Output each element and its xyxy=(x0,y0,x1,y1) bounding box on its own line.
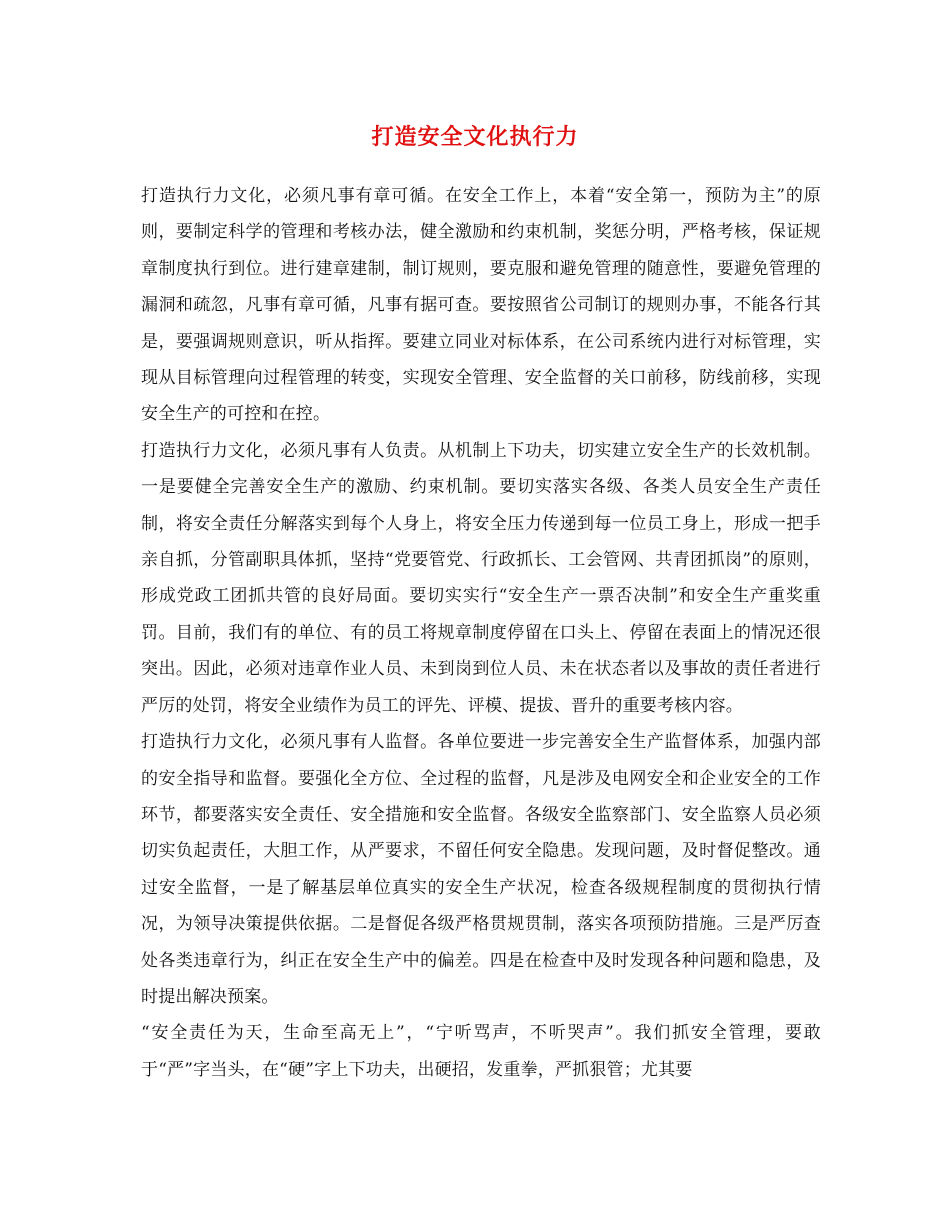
paragraph-4: “安全责任为天，生命至高无上”，“宁听骂声，不听哭声”。我们抓安全管理，要敢于“严”字当头，在“硬”字上下功夫，出硬招，发重拳，严抓狠管；尤其要 xyxy=(141,1023,821,1080)
paragraph-2: 打造执行力文化，必须凡事有人负责。从机制上下功夫，切实建立安全生产的长效机制。一是要健全完善安全生产的激励、约束机制。要切实落实各级、各类人员安全生产责任制，将安全责任分解落实到每个人身上，将安全压力传递到每一位员工身上，形成一把手亲自抓，分管副职具体抓，坚持“党要管党、行政抓长、工会管网、共青团抓岗”的原则，形成党政工团抓共管的良好局面。要切实实行“安全生产一票否决制”和安全生产重奖重罚。目前，我们有的单位、有的员工将规章制度停留在口头上、停留在表面上的情况还很突出。因此，必须对违章作业人员、未到岗到位人员、未在状态者以及事故的责任者进行严厉的处罚，将安全业绩作为员工的评先、评模、提拔、晋升的重要考核内容。 xyxy=(141,440,821,716)
paragraph-3: 打造执行力文化，必须凡事有人监督。各单位要进一步完善安全生产监督体系，加强内部的安全指导和监督。要强化全方位、全过程的监督，凡是涉及电网安全和企业安全的工作环节，都要落实安全责任、安全措施和安全监督。各级安全监察部门、安全监察人员必须切实负起责任，大胆工作，从严要求，不留任何安全隐患。发现问题，及时督促整改。通过安全监督，一是了解基层单位真实的安全生产状况，检查各级规程制度的贯彻执行情况，为领导决策提供依据。二是督促各级严格贯规贯制，落实各项预防措施。三是严厉查处各类违章行为，纠正在安全生产中的偏差。四是在检查中及时发现各种问题和隐患，及时提出解决预案。 xyxy=(141,732,821,1007)
paragraph-1: 打造执行力文化，必须凡事有章可循。在安全工作上，本着“安全第一，预防为主”的原则，要制定科学的管理和考核办法，健全激励和约束机制，奖惩分明，严格考核，保证规章制度执行到位。进行建章建制，制订规则，要克服和避免管理的随意性，要避免管理的漏洞和疏忽，凡事有章可循，凡事有据可查。要按照省公司制订的规则办事，不能各行其是，要强调规则意识，听从指挥。要建立同业对标体系，在公司系统内进行对标管理，实现从目标管理向过程管理的转变，实现安全管理、安全监督的关口前移，防线前移，实现安全生产的可控和在控。 xyxy=(141,186,821,425)
document-body xyxy=(141,178,821,1088)
document-title: 打造安全文化执行力 xyxy=(371,124,579,150)
